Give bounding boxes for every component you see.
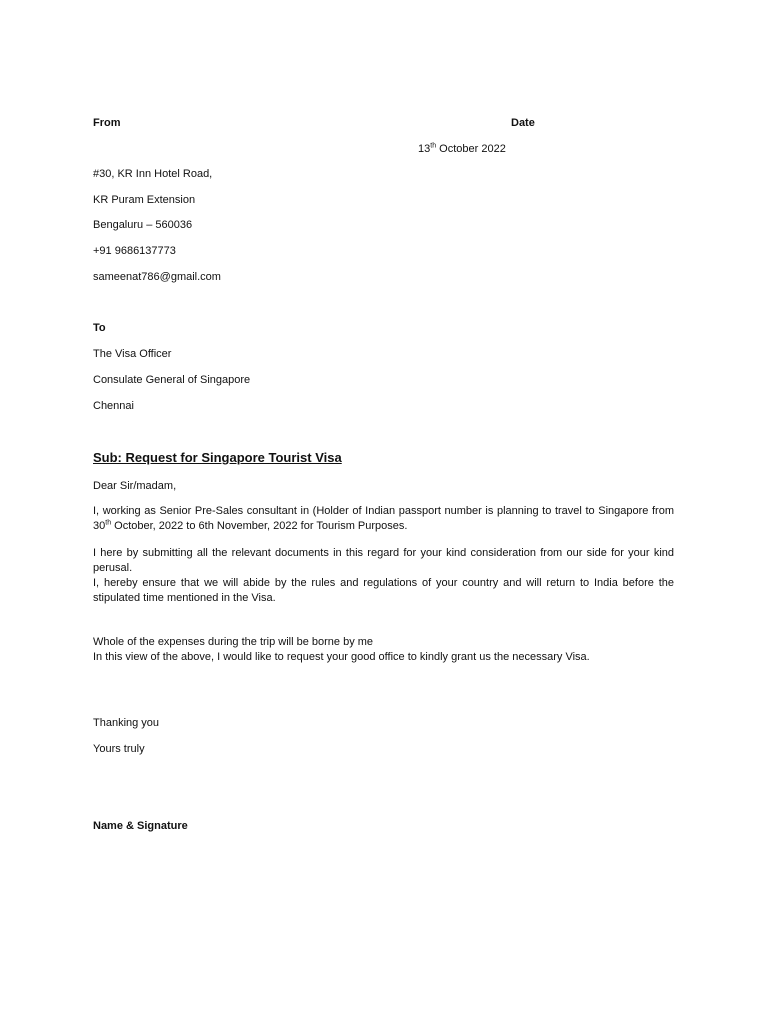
sender-phone: +91 9686137773 bbox=[93, 245, 176, 257]
body-paragraph-4: Whole of the expenses during the trip will be borne by me bbox=[93, 636, 374, 648]
body-p1-sup: th bbox=[105, 518, 112, 526]
body-paragraph-3: I, hereby ensure that we will abide by the rules and regulations of your country and will return to India before the stipulated time mentioned in the Visa. bbox=[93, 577, 674, 604]
date-label: Date bbox=[511, 117, 535, 129]
body-paragraph-5: In this view of the above, I would like to request your good office to kindly grant us the necessary Visa. bbox=[93, 651, 590, 663]
letter-date bbox=[418, 142, 506, 156]
subject-line: Sub: Request for Singapore Tourist Visa bbox=[93, 450, 342, 465]
date-rest: October 2022 bbox=[436, 143, 506, 155]
closing-signoff: Yours truly bbox=[93, 743, 145, 755]
from-label: From bbox=[93, 117, 121, 129]
signature-label: Name & Signature bbox=[93, 820, 188, 832]
to-label: To bbox=[93, 322, 106, 334]
body-p1-part2: October, 2022 to 6th November, 2022 for Tourism Purposes. bbox=[111, 519, 408, 532]
closing-thanks: Thanking you bbox=[93, 717, 160, 729]
recipient-line-2: Consulate General of Singapore bbox=[93, 374, 251, 386]
sender-address-line-3: Bengaluru – 560036 bbox=[93, 219, 193, 231]
date-day: 13 bbox=[418, 143, 431, 155]
date-suffix: th bbox=[430, 142, 437, 150]
salutation: Dear Sir/madam, bbox=[93, 480, 177, 492]
body-paragraph-2: I here by submitting all the relevant documents in this regard for your kind consideration from our side for your kind perusal. bbox=[93, 547, 674, 574]
sender-email: sameenat786@gmail.com bbox=[93, 271, 221, 283]
recipient-line-1: The Visa Officer bbox=[93, 348, 172, 360]
sender-address-line-1: #30, KR Inn Hotel Road, bbox=[93, 168, 213, 180]
sender-address-line-2: KR Puram Extension bbox=[93, 194, 196, 206]
body-p1-part1: I, working as Senior Pre-Sales consultant in (Holder of Indian passport number is planning to travel to Singapore from 30 bbox=[93, 505, 674, 532]
recipient-line-3: Chennai bbox=[93, 400, 134, 412]
body-paragraph-1 bbox=[93, 504, 674, 533]
